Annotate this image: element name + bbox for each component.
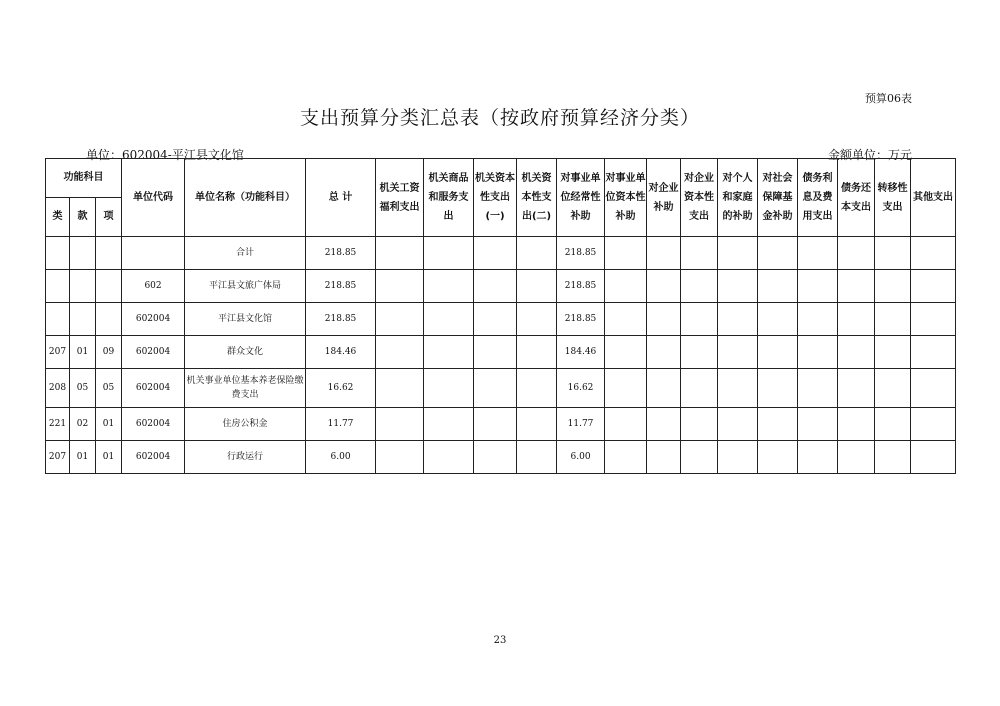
cell-kuan: [70, 237, 96, 270]
cell-xiang: [96, 303, 122, 336]
header-lei: 类: [46, 198, 70, 237]
cell-xiang: 05: [96, 369, 122, 408]
cell-lei: [46, 237, 70, 270]
cell-code: 602004: [122, 408, 185, 441]
cell-lei: [46, 270, 70, 303]
cell-kuan: 05: [70, 369, 96, 408]
cell-xiang: [96, 237, 122, 270]
header-c4: 机关资本性支出(二): [517, 159, 557, 237]
cell-code: 602004: [122, 441, 185, 474]
header-unit-name: 单位名称（功能科目）: [185, 159, 306, 237]
cell-total: 218.85: [306, 237, 376, 270]
header-c13: 转移性支出: [875, 159, 911, 237]
cell-c5: 16.62: [557, 369, 605, 408]
cell-lei: [46, 303, 70, 336]
form-number: 预算06表: [865, 92, 912, 105]
cell-total: 184.46: [306, 336, 376, 369]
page-number: 23: [493, 635, 507, 646]
cell-total: 6.00: [306, 441, 376, 474]
cell-name: 平江县文旅广体局: [185, 270, 306, 303]
cell-total: 11.77: [306, 408, 376, 441]
cell-kuan: 01: [70, 441, 96, 474]
cell-kuan: 02: [70, 408, 96, 441]
cell-kuan: [70, 303, 96, 336]
cell-kuan: 01: [70, 336, 96, 369]
cell-c5: 218.85: [557, 237, 605, 270]
cell-xiang: 09: [96, 336, 122, 369]
table-row: [46, 270, 956, 303]
cell-xiang: 01: [96, 441, 122, 474]
cell-code: 602004: [122, 303, 185, 336]
table-row: [46, 237, 956, 270]
cell-name: 合计: [185, 237, 306, 270]
cell-c5: 218.85: [557, 270, 605, 303]
cell-code: 602004: [122, 369, 185, 408]
cell-name: 行政运行: [185, 441, 306, 474]
cell-lei: 207: [46, 336, 70, 369]
cell-lei: 207: [46, 441, 70, 474]
cell-total: 218.85: [306, 270, 376, 303]
cell-name: 群众文化: [185, 336, 306, 369]
header-total: 总 计: [306, 159, 376, 237]
cell-code: [122, 237, 185, 270]
cell-name: 住房公积金: [185, 408, 306, 441]
cell-lei: 208: [46, 369, 70, 408]
header-c14: 其他支出: [911, 159, 956, 237]
header-func-subject: 功能科目: [46, 159, 122, 198]
header-xiang: 项: [96, 198, 122, 237]
table-row: [46, 408, 956, 441]
money-unit-label: 金额单位：万元: [827, 148, 912, 162]
cell-xiang: 01: [96, 408, 122, 441]
header-c6: 对事业单位资本性补助: [605, 159, 647, 237]
page-title: 支出预算分类汇总表（按政府预算经济分类）: [299, 107, 700, 129]
header-c10: 对社会保障基金补助: [758, 159, 798, 237]
header-c1: 机关工资福利支出: [376, 159, 424, 237]
cell-c5: 11.77: [557, 408, 605, 441]
cell-c5: 6.00: [557, 441, 605, 474]
header-c7: 对企业补助: [647, 159, 681, 237]
header-unit-code: 单位代码: [122, 159, 185, 237]
unit-label: 单位：602004-平江县文化馆: [86, 148, 244, 162]
cell-xiang: [96, 270, 122, 303]
table-row: [46, 369, 956, 408]
table-row: [46, 441, 956, 474]
header-c8: 对企业资本性支出: [681, 159, 718, 237]
budget-table: [45, 158, 956, 474]
header-c9: 对个人和家庭的补助: [718, 159, 758, 237]
cell-code: 602: [122, 270, 185, 303]
header-c2: 机关商品和服务支出: [424, 159, 474, 237]
table-row: [46, 303, 956, 336]
cell-lei: 221: [46, 408, 70, 441]
header-c12: 债务还本支出: [838, 159, 875, 237]
table-row: [46, 336, 956, 369]
header-c5: 对事业单位经常性补助: [557, 159, 605, 237]
cell-total: 218.85: [306, 303, 376, 336]
cell-name: 机关事业单位基本养老保险缴费支出: [185, 369, 306, 408]
header-c3: 机关资本性支出(一): [474, 159, 517, 237]
cell-c5: 218.85: [557, 303, 605, 336]
cell-code: 602004: [122, 336, 185, 369]
cell-name: 平江县文化馆: [185, 303, 306, 336]
cell-total: 16.62: [306, 369, 376, 408]
cell-kuan: [70, 270, 96, 303]
cell-c5: 184.46: [557, 336, 605, 369]
header-kuan: 款: [70, 198, 96, 237]
header-c11: 债务利息及费用支出: [798, 159, 838, 237]
